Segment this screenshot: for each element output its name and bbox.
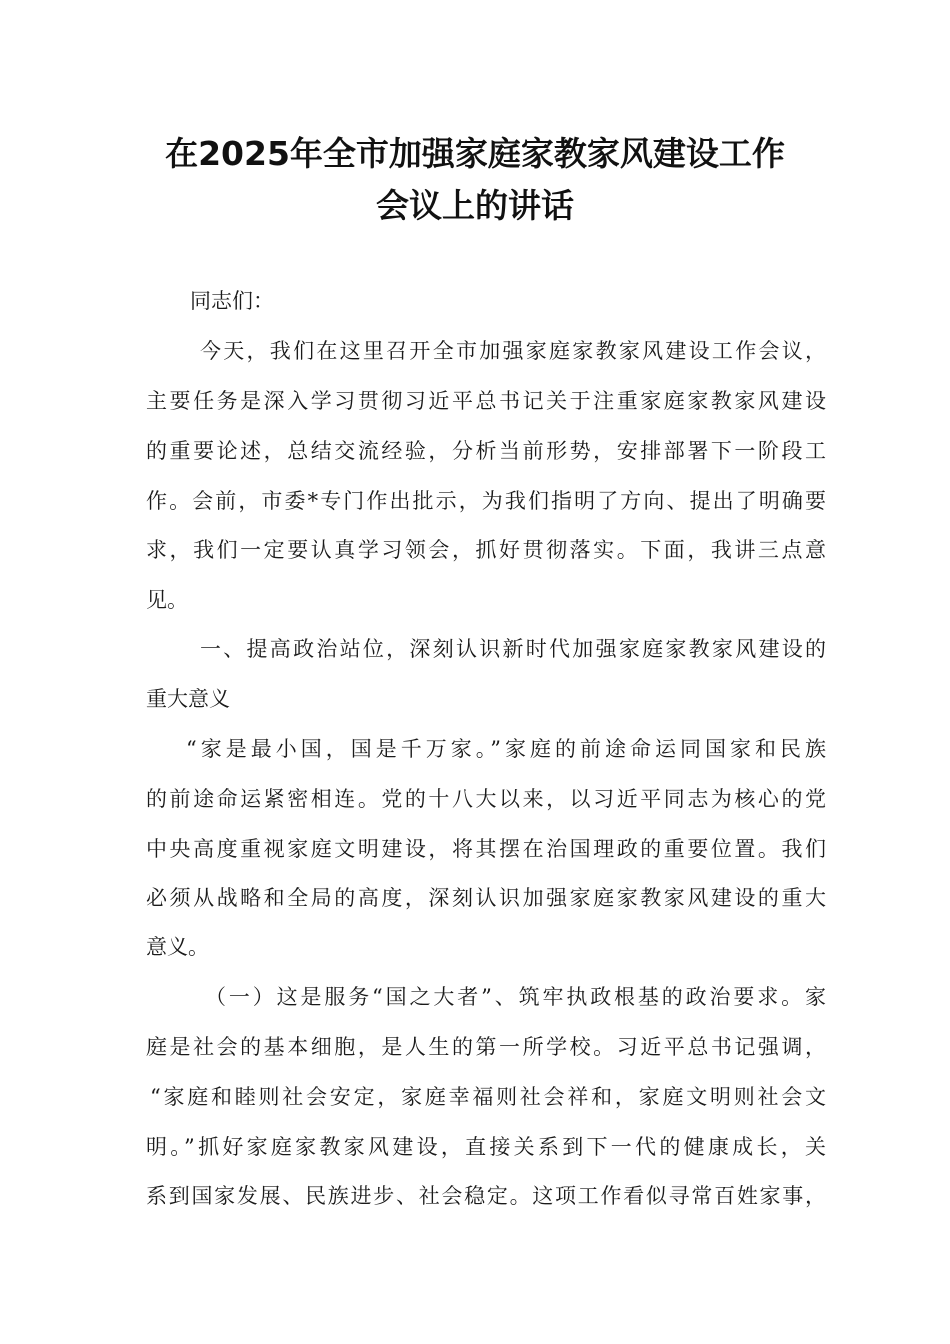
paragraph-line: 中央高度重视家庭文明建设，将其摆在治国理政的重要位置。我们 — [146, 837, 826, 861]
paragraph-line: 庭是社会的基本细胞，是人生的第一所学校。习近平总书记强调， — [146, 1035, 826, 1059]
paragraph-line: 系到国家发展、民族进步、社会稳定。这项工作看似寻常百姓家事， — [146, 1184, 826, 1208]
paragraph-line: 必须从战略和全局的高度，深刻认识加强家庭家教家风建设的重大 — [146, 886, 826, 910]
section-heading-line: 重大意义 — [146, 687, 230, 711]
document-title-line-2: 会议上的讲话 — [376, 186, 574, 225]
paragraph-line: 见。 — [146, 588, 188, 612]
paragraph-line: 今天，我们在这里召开全市加强家庭家教家风建设工作会议， — [200, 339, 826, 363]
paragraph-line: （一）这是服务“国之大者”、筑牢执政根基的政治要求。家 — [205, 985, 826, 1009]
paragraph-line: 主要任务是深入学习贯彻习近平总书记关于注重家庭家教家风建设 — [146, 389, 826, 413]
paragraph-line: 的前途命运紧密相连。党的十八大以来，以习近平同志为核心的党 — [146, 787, 826, 811]
paragraph-line: 作。会前，市委*专门作出批示，为我们指明了方向、提出了明确要 — [146, 489, 826, 513]
greeting: 同志们： — [190, 289, 274, 313]
paragraph-line: 明。”抓好家庭家教家风建设，直接关系到下一代的健康成长，关 — [146, 1135, 826, 1159]
paragraph-line: “家庭和睦则社会安定，家庭幸福则社会祥和，家庭文明则社会文 — [150, 1085, 826, 1109]
paragraph-line: 的重要论述，总结交流经验，分析当前形势，安排部署下一阶段工 — [146, 439, 826, 463]
paragraph-line: 意义。 — [146, 935, 209, 959]
paragraph-line: 求，我们一定要认真学习领会，抓好贯彻落实。下面，我讲三点意 — [146, 538, 826, 562]
document-title-line-1: 在2025年全市加强家庭家教家风建设工作 — [165, 134, 785, 173]
paragraph-line: “家是最小国，国是千万家。”家庭的前途命运同国家和民族 — [186, 737, 826, 761]
section-heading-line: 一、提高政治站位，深刻认识新时代加强家庭家教家风建设的 — [200, 637, 826, 661]
